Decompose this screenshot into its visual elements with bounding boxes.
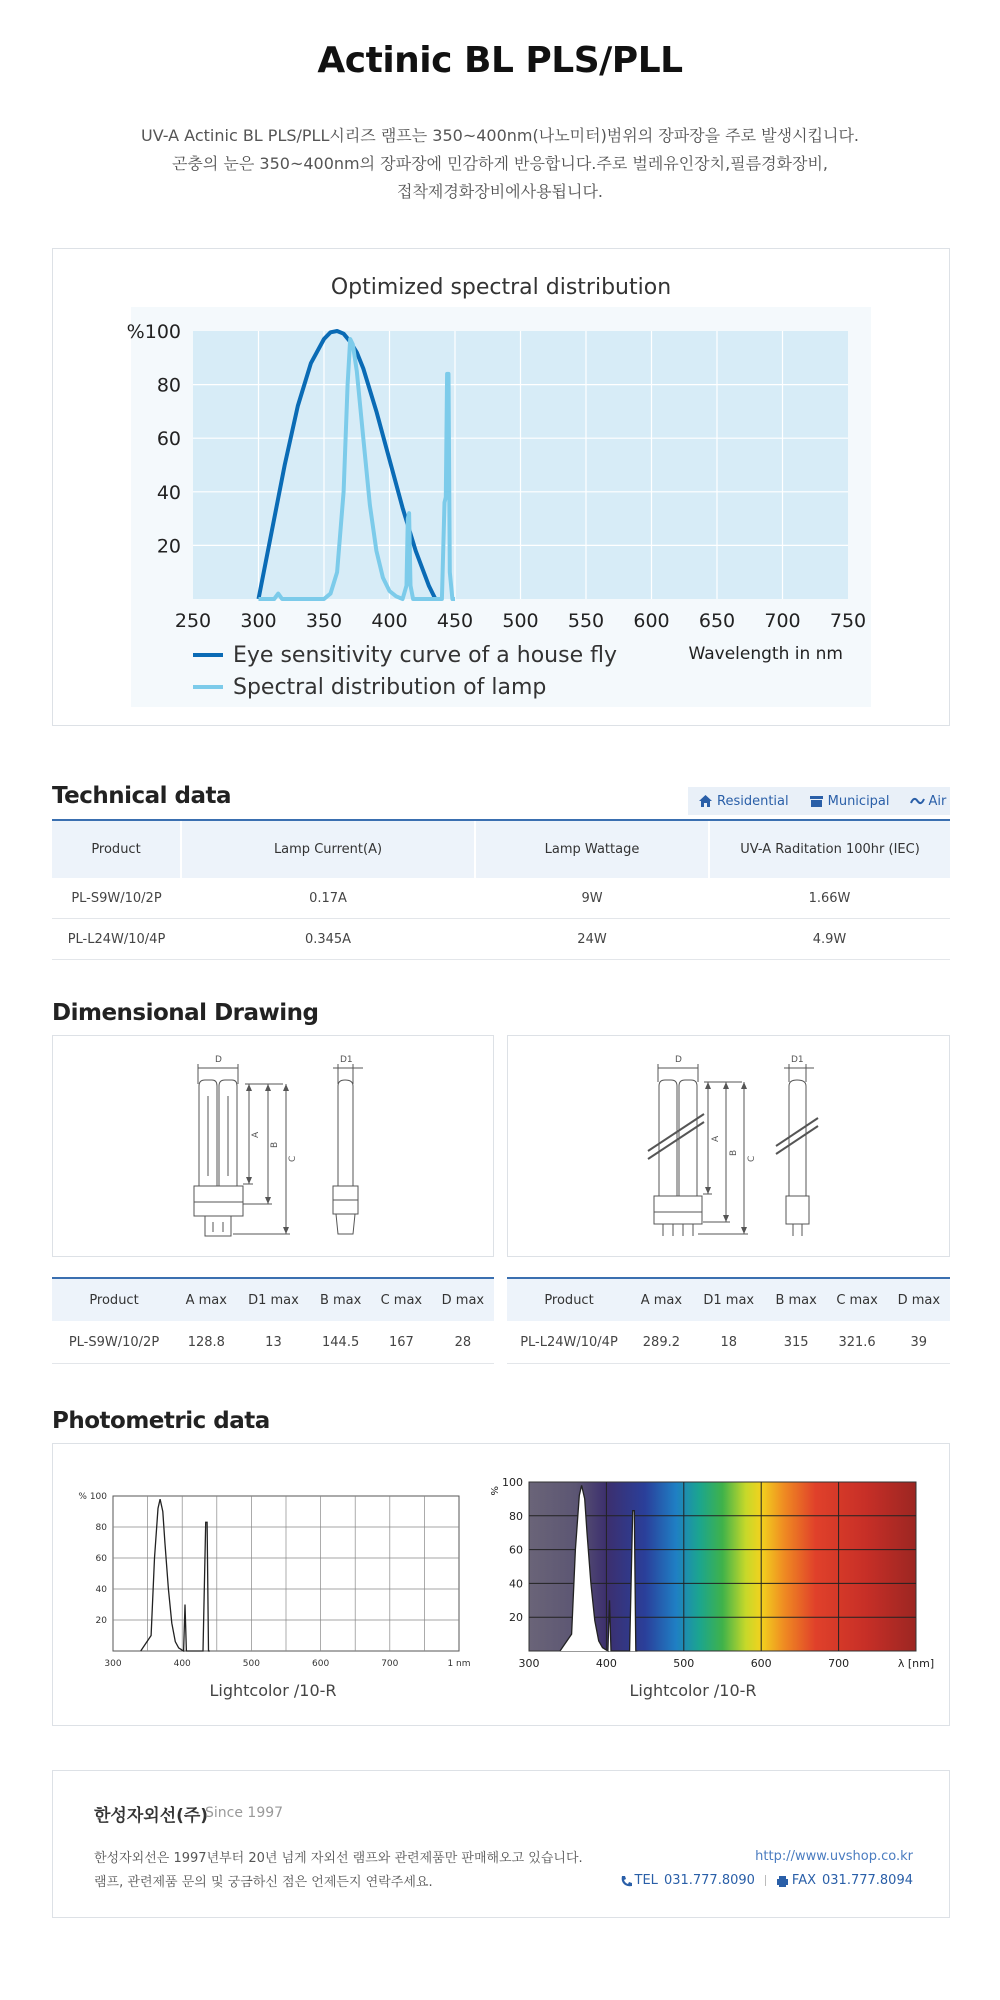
category-tabs — [688, 787, 950, 815]
drawing-pls-box — [52, 1035, 494, 1257]
description-line-1: 한성자외선은 1997년부터 20년 넘게 자외선 램프와 관련제품만 판매해오고 있습니다. — [94, 1851, 583, 1866]
x-tick-label: 700 — [828, 1657, 850, 1670]
column-header: B max — [310, 1279, 371, 1321]
table-cell: 144.5 — [310, 1321, 371, 1364]
intro-line-1: UV-A Actinic BL PLS/PLL시리즈 램프는 350~400nm(나노미터)범위의 장파장을 주로 발생시킵니다. — [141, 126, 859, 145]
table-row — [507, 1321, 950, 1364]
lamp-pls-drawing — [53, 1036, 493, 1256]
intro-line-2: 곤충의 눈은 350~400nm의 장파장에 민감하게 반응합니다.주로 벌레유인장치,필름경화장비, — [171, 154, 829, 173]
dim-label-d: D — [215, 1055, 222, 1065]
column-header: D1 max — [692, 1279, 766, 1321]
table-cell: 18 — [692, 1321, 766, 1364]
photometric-chart-color — [488, 1444, 949, 1725]
column-header: C max — [371, 1279, 432, 1321]
drawing-pll-box — [507, 1035, 950, 1257]
x-tick-label: 500 — [673, 1657, 695, 1670]
photometric-chart-bw — [53, 1444, 493, 1725]
tab-municipal[interactable] — [799, 794, 900, 809]
column-header: D max — [888, 1279, 950, 1321]
fax-label: FAX — [791, 1873, 817, 1888]
column-header: Product — [507, 1279, 631, 1321]
technical-header-row — [52, 821, 950, 878]
table-cell: 167 — [371, 1321, 432, 1364]
dim-label-c: C — [747, 1155, 757, 1162]
tab-municipal-label: Municipal — [827, 793, 890, 809]
table-cell: 128.8 — [176, 1321, 237, 1364]
x-tick-label: 250 — [174, 610, 212, 632]
column-header: D1 max — [237, 1279, 311, 1321]
y-tick-label: %100 — [126, 321, 181, 343]
table-cell: 315 — [766, 1321, 827, 1364]
column-header: A max — [631, 1279, 692, 1321]
table-cell: 13 — [237, 1321, 311, 1364]
column-header: A max — [176, 1279, 237, 1321]
x-tick-label: 750 — [829, 610, 867, 632]
table-cell: 24W — [475, 919, 709, 960]
dim-label-b: B — [270, 1141, 280, 1148]
tab-residential[interactable] — [688, 794, 799, 809]
y-tick-label: 60 — [156, 428, 181, 451]
x-tick-label: 450 — [436, 610, 474, 632]
tab-residential-label: Residential — [717, 793, 789, 809]
dim-label-d1: D1 — [791, 1055, 804, 1065]
x-tick-label: 500 — [502, 610, 539, 632]
table-cell: 39 — [888, 1321, 950, 1364]
x-tick-label: 500 — [242, 1659, 260, 1669]
phone-icon — [620, 1875, 632, 1887]
description-line-2: 램프, 관련제품 문의 및 궁금하신 점은 언제든지 연락주세요. — [94, 1875, 433, 1890]
y-tick-label: 100 — [502, 1476, 523, 1489]
dimension-table-pll — [507, 1277, 950, 1364]
y-tick-label: 20 — [509, 1611, 523, 1625]
y-tick-label: 40 — [156, 481, 181, 504]
dim-label-b: B — [729, 1149, 739, 1156]
technical-data-title: Technical data — [52, 783, 232, 809]
table-cell: PL-L24W/10/4P — [507, 1321, 631, 1364]
x-tick-label: 400 — [595, 1657, 617, 1670]
table-cell: 1.66W — [709, 878, 950, 919]
x-tick-label: 300 — [518, 1657, 540, 1670]
x-tick-label: 400 — [371, 610, 408, 632]
x-tick-label: 1 nm — [447, 1659, 471, 1669]
photometric-box — [52, 1443, 950, 1726]
x-tick-label: 400 — [173, 1659, 191, 1669]
tab-air-label: Air — [928, 793, 947, 809]
y-tick-label: 20 — [156, 535, 181, 558]
tab-air[interactable] — [900, 794, 957, 809]
table-cell: 321.6 — [827, 1321, 888, 1364]
photometric-data-title: Photometric data — [52, 1408, 270, 1434]
table-cell: PL-L24W/10/4P — [52, 919, 181, 960]
table-cell: 4.9W — [709, 919, 950, 960]
y-tick-label: 60 — [95, 1554, 107, 1564]
table-cell: 28 — [432, 1321, 494, 1364]
since-label: Since 1997 — [205, 1805, 284, 1821]
column-header: UV-A Raditation 100hr (IEC) — [709, 821, 950, 878]
y-tick-label: 80 — [509, 1509, 523, 1523]
x-axis-label: Wavelength in nm — [688, 644, 843, 664]
chart-caption: Lightcolor /10-R — [629, 1681, 757, 1700]
x-tick-label: 350 — [305, 610, 343, 632]
technical-table — [52, 819, 950, 960]
legend-label-lamp: Spectral distribution of lamp — [233, 675, 547, 700]
y-tick-label: 40 — [509, 1577, 523, 1591]
company-description — [94, 1847, 583, 1895]
dimension-header-row — [52, 1279, 494, 1321]
table-cell: PL-S9W/10/2P — [52, 878, 181, 919]
x-tick-label: 700 — [764, 610, 801, 632]
page-title: Actinic BL PLS/PLL — [317, 40, 683, 81]
wave-icon — [910, 794, 925, 808]
spectral-chart-box — [52, 248, 950, 726]
fax-number[interactable]: 031.777.8094 — [822, 1873, 913, 1888]
y-tick-label: 40 — [95, 1585, 107, 1595]
company-footer — [52, 1770, 950, 1918]
tel-number[interactable]: 031.777.8090 — [663, 1873, 755, 1888]
dim-label-a: A — [711, 1135, 721, 1142]
dim-label-d1: D1 — [340, 1055, 353, 1065]
y-tick-label: 20 — [95, 1616, 107, 1626]
x-tick-label: 300 — [104, 1659, 122, 1669]
y-axis-unit: % — [488, 1486, 499, 1496]
x-tick-label: 300 — [240, 610, 277, 632]
y-tick-label: % 100 — [78, 1492, 107, 1502]
store-icon — [809, 794, 824, 808]
fax-icon — [776, 1875, 789, 1887]
table-row — [52, 1321, 494, 1364]
column-header: B max — [766, 1279, 827, 1321]
dim-label-a: A — [251, 1131, 261, 1138]
column-header: D max — [432, 1279, 494, 1321]
lamp-pll-drawing — [508, 1036, 949, 1256]
table-cell: 0.345A — [181, 919, 475, 960]
table-row — [52, 878, 950, 919]
table-cell: 0.17A — [181, 878, 475, 919]
website-link[interactable]: http://www.uvshop.co.kr — [755, 1849, 913, 1864]
contact-info — [620, 1873, 913, 1888]
column-header: Product — [52, 1279, 176, 1321]
dim-label-c: C — [288, 1155, 298, 1162]
intro-text — [0, 122, 1000, 206]
x-tick-label: λ [nm] — [897, 1657, 935, 1670]
table-row — [52, 919, 950, 960]
table-cell: PL-S9W/10/2P — [52, 1321, 176, 1364]
home-icon — [698, 794, 713, 808]
x-tick-label: 650 — [698, 610, 736, 632]
dimension-header-row — [507, 1279, 950, 1321]
x-tick-label: 600 — [750, 1657, 772, 1670]
y-tick-label: 80 — [95, 1523, 107, 1533]
column-header: Lamp Wattage — [475, 821, 709, 878]
dimension-table-pls — [52, 1277, 494, 1364]
legend-label-fly: Eye sensitivity curve of a house fly — [233, 643, 617, 668]
spectral-chart — [53, 249, 949, 725]
dimensional-drawing-title: Dimensional Drawing — [52, 1000, 319, 1026]
contact-divider — [765, 1875, 766, 1886]
dim-label-d: D — [675, 1055, 682, 1065]
y-tick-label: 80 — [156, 374, 181, 397]
x-tick-label: 600 — [312, 1659, 330, 1669]
company-name: 한성자외선(주) — [94, 1806, 209, 1826]
chart-caption: Lightcolor /10-R — [209, 1681, 337, 1700]
x-tick-label: 550 — [567, 610, 605, 632]
column-header: C max — [827, 1279, 888, 1321]
table-cell: 9W — [475, 878, 709, 919]
x-tick-label: 700 — [381, 1659, 399, 1669]
column-header: Lamp Current(A) — [181, 821, 475, 878]
x-tick-label: 600 — [633, 610, 670, 632]
chart-title: Optimized spectral distribution — [330, 275, 672, 300]
y-tick-label: 60 — [509, 1543, 523, 1557]
tel-label: TEL — [634, 1873, 658, 1888]
column-header: Product — [52, 821, 181, 878]
table-cell: 289.2 — [631, 1321, 692, 1364]
intro-line-3: 접착제경화장비에사용됩니다. — [396, 182, 603, 201]
